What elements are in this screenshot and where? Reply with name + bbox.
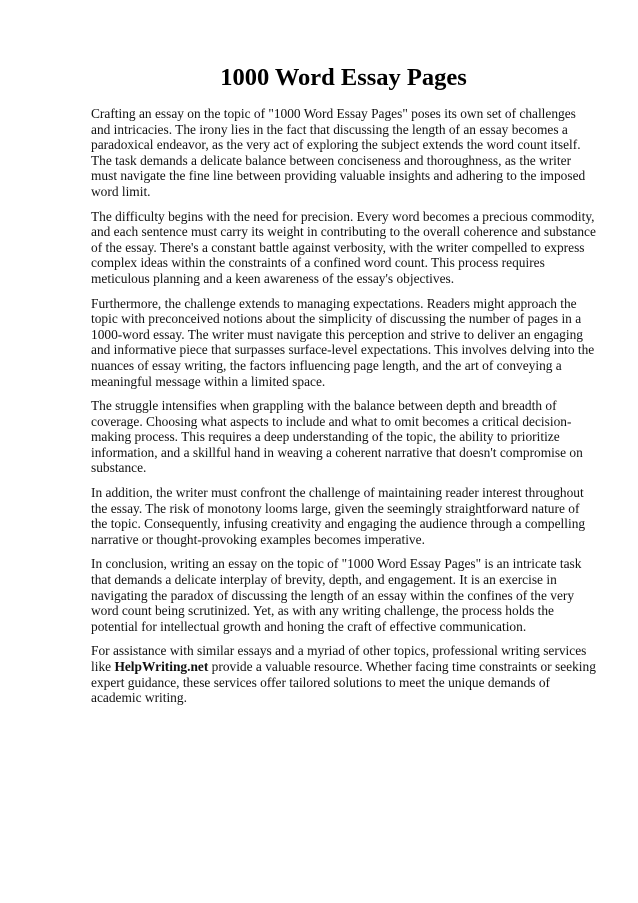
closing-text-after: provide a valuable resource. Whether facing time constraints or seeking expert guidance, these services offer tailored solutions to meet the unique demands of academic writing. (91, 659, 596, 706)
body-paragraph-2: The difficulty begins with the need for precision. Every word becomes a precious commodity, and each sentence must carry its weight in contributing to the overall coherence and substance of the essay. There's a constant battle against verbosity, with the writer compelled to express complex ideas within the constraints of a confined word count. This process requires meticulous planning and a keen awareness of the essay's objectives. (91, 208, 596, 286)
document-content (91, 64, 596, 715)
body-paragraph-1: Crafting an essay on the topic of "1000 Word Essay Pages" poses its own set of challenges and intricacies. The irony lies in the fact that discussing the length of an essay becomes a paradoxical endeavor, as the very act of exploring the subject extends the word count itself. The task demands a delicate balance between conciseness and thoroughness, as the writer must navigate the fine line between providing valuable insights and adhering to the imposed word limit. (91, 106, 586, 199)
closing-text-before: For assistance with similar essays and a myriad of other topics, professional writing services like (91, 643, 587, 674)
body-paragraph-3: Furthermore, the challenge extends to managing expectations. Readers might approach the topic with preconceived notions about the simplicity of discussing the number of pages in a 1000-word essay. The writer must navigate this perception and strive to deliver an engaging and informative piece that surpasses surface-level expectations. This involves delving into the nuances of essay writing, the factors influencing page length, and the art of conveying a meaningful message within a limited space. (91, 295, 595, 389)
closing-paragraph (91, 643, 596, 705)
brand-name: HelpWriting.net (114, 659, 209, 674)
body-paragraph-4: The struggle intensifies when grappling with the balance between depth and breadth of coverage. Choosing what aspects to include and what to omit becomes a critical decision-making process. This requires a deep understanding of the topic, the ability to prioritize information, and a skillful hand in weaving a coherent narrative that doesn't compromise on substance. (91, 398, 583, 476)
body-paragraph-5: In addition, the writer must confront the challenge of maintaining reader interest throughout the essay. The risk of monotony looms large, given the seemingly straightforward nature of the topic. Consequently, infusing creativity and engaging the audience through a compelling narrative or thought-provoking examples becomes imperative. (91, 485, 586, 547)
page-title: 1000 Word Essay Pages (220, 64, 467, 91)
body-paragraph-6: In conclusion, writing an essay on the topic of "1000 Word Essay Pages" is an intricate task that demands a delicate interplay of brevity, depth, and engagement. It is an exercise in navigating the paradox of discussing the length of an essay within the confines of the very word count being scrutinized. Yet, as with any writing challenge, the process holds the potential for intellectual growth and honing the craft of effective communication. (91, 556, 582, 634)
